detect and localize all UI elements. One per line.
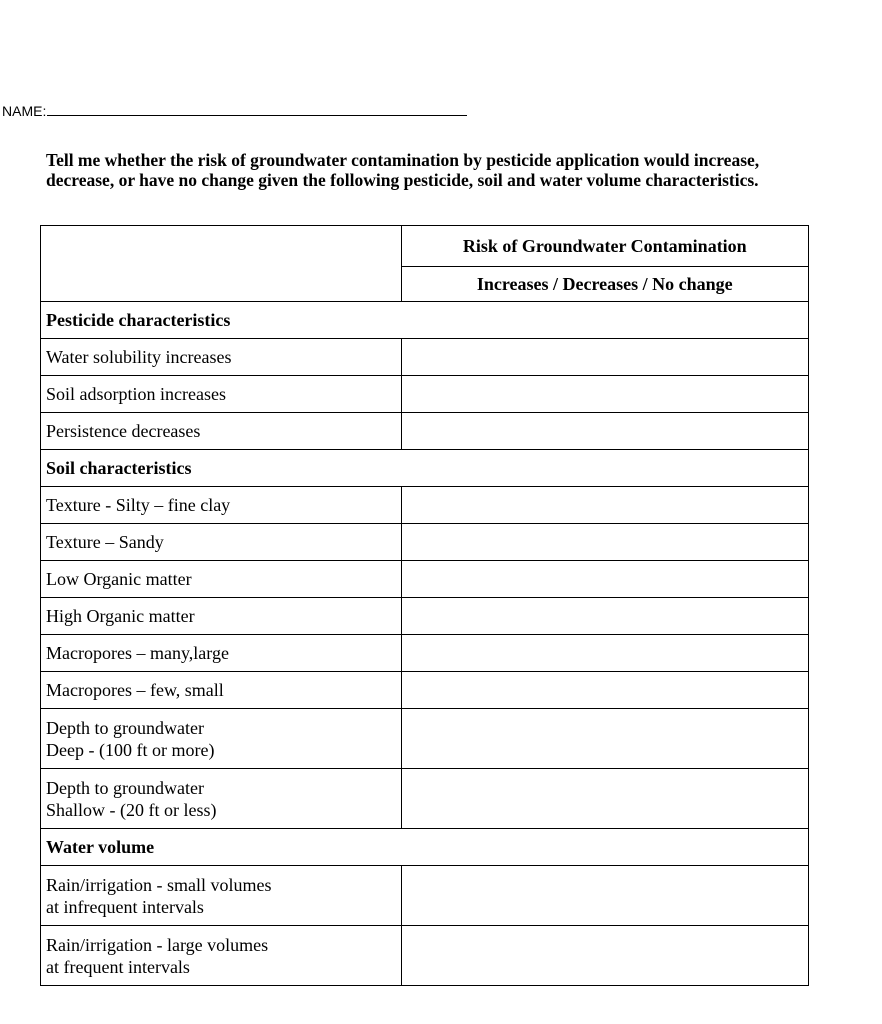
characteristic-label: Texture – Sandy <box>46 532 164 552</box>
characteristic-label: High Organic matter <box>46 606 195 626</box>
header-title: Risk of Groundwater Contamination <box>401 226 808 267</box>
table-row <box>41 926 809 986</box>
characteristic-label: Rain/irrigation - small volumes <box>46 874 272 895</box>
characteristic-cell <box>41 866 402 926</box>
table-row <box>41 769 809 829</box>
section-heading: Pesticide characteristics <box>41 302 809 339</box>
characteristic-cell <box>41 413 402 450</box>
characteristic-cell <box>41 598 402 635</box>
characteristic-cell <box>41 524 402 561</box>
table-row <box>41 635 809 672</box>
characteristic-label: Depth to groundwater <box>46 717 204 738</box>
characteristic-detail: Shallow - (20 ft or less) <box>46 799 217 820</box>
answer-cell[interactable] <box>401 769 808 829</box>
table-row <box>41 524 809 561</box>
characteristic-label: Low Organic matter <box>46 569 192 589</box>
table-row <box>41 376 809 413</box>
answer-cell[interactable] <box>401 672 808 709</box>
characteristic-label: Rain/irrigation - large volumes <box>46 934 269 955</box>
characteristic-cell <box>41 672 402 709</box>
characteristic-detail: at frequent intervals <box>46 956 190 977</box>
name-blank-line[interactable] <box>47 103 467 116</box>
header-subtitle: Increases / Decreases / No change <box>401 267 808 302</box>
instructions-text: Tell me whether the risk of groundwater contamination by pesticide application would increase, decrease, or have no change given the following pesticide, soil and water volume characteristics. <box>46 150 760 190</box>
answer-cell[interactable] <box>401 598 808 635</box>
characteristic-cell <box>41 769 402 829</box>
answer-cell[interactable] <box>401 376 808 413</box>
name-field-row <box>2 103 467 119</box>
header-empty-cell <box>41 226 402 302</box>
answer-cell[interactable] <box>401 524 808 561</box>
table-row <box>41 598 809 635</box>
answer-cell[interactable] <box>401 926 808 986</box>
name-label: NAME: <box>2 103 47 119</box>
answer-cell[interactable] <box>401 339 808 376</box>
answer-cell[interactable] <box>401 635 808 672</box>
answer-cell[interactable] <box>401 866 808 926</box>
characteristic-label: Depth to groundwater <box>46 777 204 798</box>
characteristic-label: Macropores – few, small <box>46 680 224 700</box>
characteristic-detail: Deep - (100 ft or more) <box>46 739 215 760</box>
characteristic-cell <box>41 709 402 769</box>
characteristic-cell <box>41 339 402 376</box>
characteristic-cell <box>41 561 402 598</box>
section-heading: Water volume <box>41 829 809 866</box>
table-row <box>41 487 809 524</box>
table-row <box>41 866 809 926</box>
answer-cell[interactable] <box>401 413 808 450</box>
characteristic-label: Water solubility increases <box>46 347 232 367</box>
characteristic-cell <box>41 487 402 524</box>
characteristic-label: Macropores – many,large <box>46 643 229 663</box>
table-row <box>41 339 809 376</box>
answer-cell[interactable] <box>401 487 808 524</box>
characteristic-detail: at infrequent intervals <box>46 896 204 917</box>
characteristic-label: Texture - Silty – fine clay <box>46 495 231 515</box>
characteristic-cell <box>41 926 402 986</box>
characteristic-cell <box>41 376 402 413</box>
table-body <box>41 302 809 986</box>
answer-cell[interactable] <box>401 561 808 598</box>
table-row <box>41 413 809 450</box>
table-row <box>41 672 809 709</box>
characteristic-label: Persistence decreases <box>46 421 201 441</box>
section-heading: Soil characteristics <box>41 450 809 487</box>
risk-table <box>40 225 809 986</box>
answer-cell[interactable] <box>401 709 808 769</box>
table-row <box>41 561 809 598</box>
characteristic-label: Soil adsorption increases <box>46 384 226 404</box>
table-row <box>41 709 809 769</box>
characteristic-cell <box>41 635 402 672</box>
